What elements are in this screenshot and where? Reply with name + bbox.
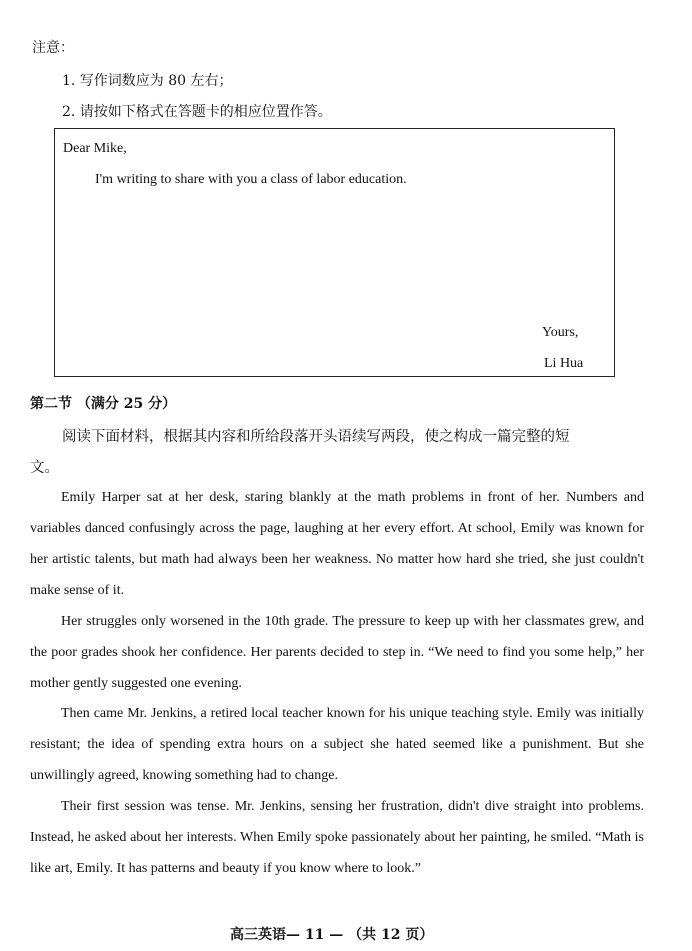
notes-label: 注意： bbox=[32, 40, 74, 56]
story-paragraph-1: Emily Harper sat at her desk, staring blankly at the math problems in front of her. Numbers and variables danced confusingly across the page, laughing at her every effort. At school, Emily was known for her artistic talents, but math had always been her weakness. No matter how hard she tried, she just couldn't make sense of it. bbox=[30, 490, 644, 598]
section-heading: 第二节 （满分 25 分） bbox=[30, 396, 177, 412]
note-item-format: 2. 请按如下格式在答题卡的相应位置作答。 bbox=[62, 104, 332, 120]
story-paragraph-2: Her struggles only worsened in the 10th grade. The pressure to keep up with her classmates grew, and the poor grades shook her confidence. Her parents decided to step in. “We need to find you some help,” her mother gently suggested one evening. bbox=[30, 614, 644, 691]
note-item-word-count: 1. 写作词数应为 80 左右； bbox=[62, 73, 233, 89]
instruction-line-1: 阅读下面材料，根据其内容和所给段落开头语续写两段，使之构成一篇完整的短 bbox=[62, 429, 570, 445]
letter-opening: I'm writing to share with you a class of labor education. bbox=[95, 172, 407, 187]
letter-box bbox=[54, 128, 615, 377]
story-paragraph-4: Their first session was tense. Mr. Jenkins, sensing her frustration, didn't dive straight into problems. Instead, he asked about her interests. When Emily spoke passionately about her painting, he smiled. “Math is like art, Emily. It has patterns and beauty if you know where to look.” bbox=[30, 799, 644, 876]
letter-closing: Yours, bbox=[542, 325, 579, 340]
instruction-line-2: 文。 bbox=[30, 460, 59, 476]
letter-salutation: Dear Mike, bbox=[63, 141, 127, 156]
page-footer: 高三英语— 11 — （共 12 页） bbox=[230, 927, 434, 943]
story-paragraph-3: Then came Mr. Jenkins, a retired local teacher known for his unique teaching style. Emily was initially resistant; the idea of spending extra hours on a subject she hated seemed like a punishment. But she unwillingly agreed, knowing something had to change. bbox=[30, 706, 644, 783]
letter-signature: Li Hua bbox=[544, 356, 584, 371]
